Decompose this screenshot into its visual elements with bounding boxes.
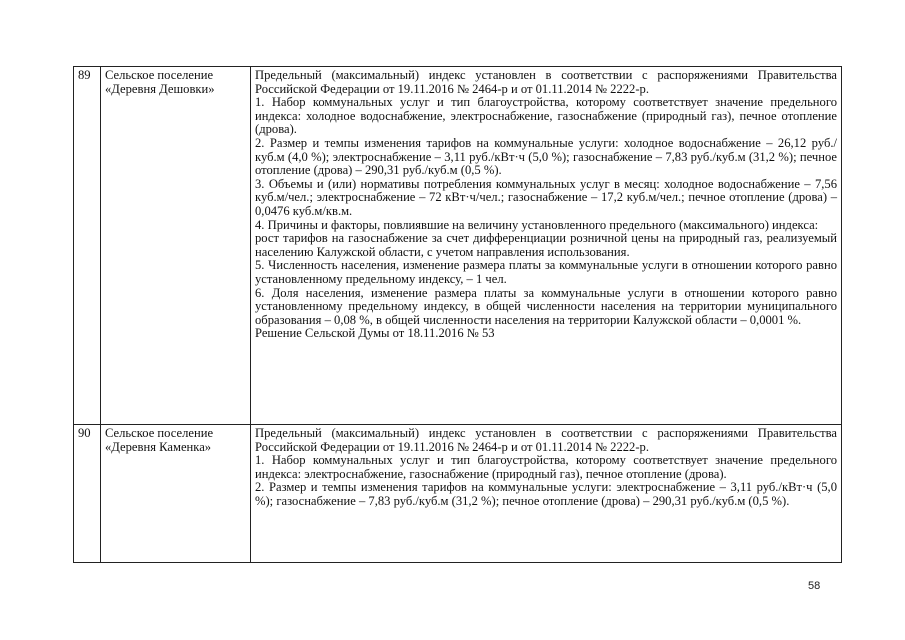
index-description-cell [251, 67, 842, 425]
table-row [74, 425, 842, 563]
tariff-index-table [73, 66, 842, 563]
settlement-name-line: «Деревня Дешовки» [105, 81, 215, 96]
description-paragraph: Решение Сельской Думы от 18.11.2016 № 53 [255, 326, 495, 341]
index-description-cell [251, 425, 842, 563]
description-paragraph: 1. Набор коммунальных услуг и тип благоустройства, которому соответствует значение предельного индекса: электроснабжение, газоснабжение (природный газ), печное отопление (дрова). [255, 453, 837, 481]
description-paragraph: 1. Набор коммунальных услуг и тип благоустройства, которому соответствует значение предельного индекса: холодное водоснабжение, электроснабжение, газоснабжение (природный газ), печное отопление (дрова). [255, 95, 837, 137]
settlement-name-line: Сельское поселение [105, 68, 214, 82]
settlement-name-line: Сельское поселение [105, 426, 214, 440]
description-paragraph: Предельный (максимальный) индекс установлен в соответствии с распоряжениями Правительства Российской Федерации от 19.11.2016 № 2464-р и от 01.11.2014 № 2222-р. [255, 68, 837, 96]
description-paragraph: 2. Размер и темпы изменения тарифов на коммунальные услуги: холодное водоснабжение – 26,12 руб./куб.м (4,0 %); электроснабжение – 3,11 руб./кВт·ч (5,0 %); газоснабжение – 7,83 руб./куб.м (31,2 %); печное отопление (дрова) – 290,31 руб./куб.м (0,5 %). [255, 135, 837, 178]
description-paragraph: 5. Численность населения, изменение размера платы за коммунальные услуги в отношении которого равно установленному предельному индексу, – 1 чел. [255, 258, 837, 286]
row-number: 90 [74, 425, 101, 563]
row-number: 89 [74, 67, 101, 425]
settlement-name-cell [101, 425, 251, 563]
settlement-name-line: «Деревня Каменка» [105, 439, 212, 454]
description-paragraph: 6. Доля населения, изменение размера платы за коммунальные услуги в отношении которого равно установленному предельному индексу, в общей численности населения на территории муниципального образования – 0,08 %, в общей численности населения на территории Калужской области – 0,0001 %. [255, 285, 837, 327]
description-paragraph: 3. Объемы и (или) нормативы потребления коммунальных услуг в месяц: холодное водоснабжение – 7,56 куб.м/чел.; электроснабжение – 72 кВт·ч/чел.; газоснабжение – 17,2 куб.м/чел.; печное отопление (дрова) – 0,0476 куб.м/кв.м. [255, 176, 837, 218]
table-row [74, 67, 842, 425]
settlement-name-cell [101, 67, 251, 425]
description-paragraph: 4. Причины и факторы, повлиявшие на величину установленного предельного (максимального) индекса: [255, 217, 819, 232]
description-paragraph: рост тарифов на газоснабжение за счет дифференциации розничной цены на природный газ, реализуемый населению Калужской области, с учетом направления использования. [255, 231, 837, 259]
page-number: 58 [808, 580, 821, 592]
description-paragraph: 2. Размер и темпы изменения тарифов на коммунальные услуги: электроснабжение – 3,11 руб./кВт·ч (5,0 %); газоснабжение – 7,83 руб./куб.м (31,2 %); печное отопление (дрова) – 290,31 руб./куб.м (0,5 %). [255, 480, 837, 508]
description-paragraph: Предельный (максимальный) индекс установлен в соответствии с распоряжениями Правительства Российской Федерации от 19.11.2016 № 2464-р и от 01.11.2014 № 2222-р. [255, 426, 837, 454]
